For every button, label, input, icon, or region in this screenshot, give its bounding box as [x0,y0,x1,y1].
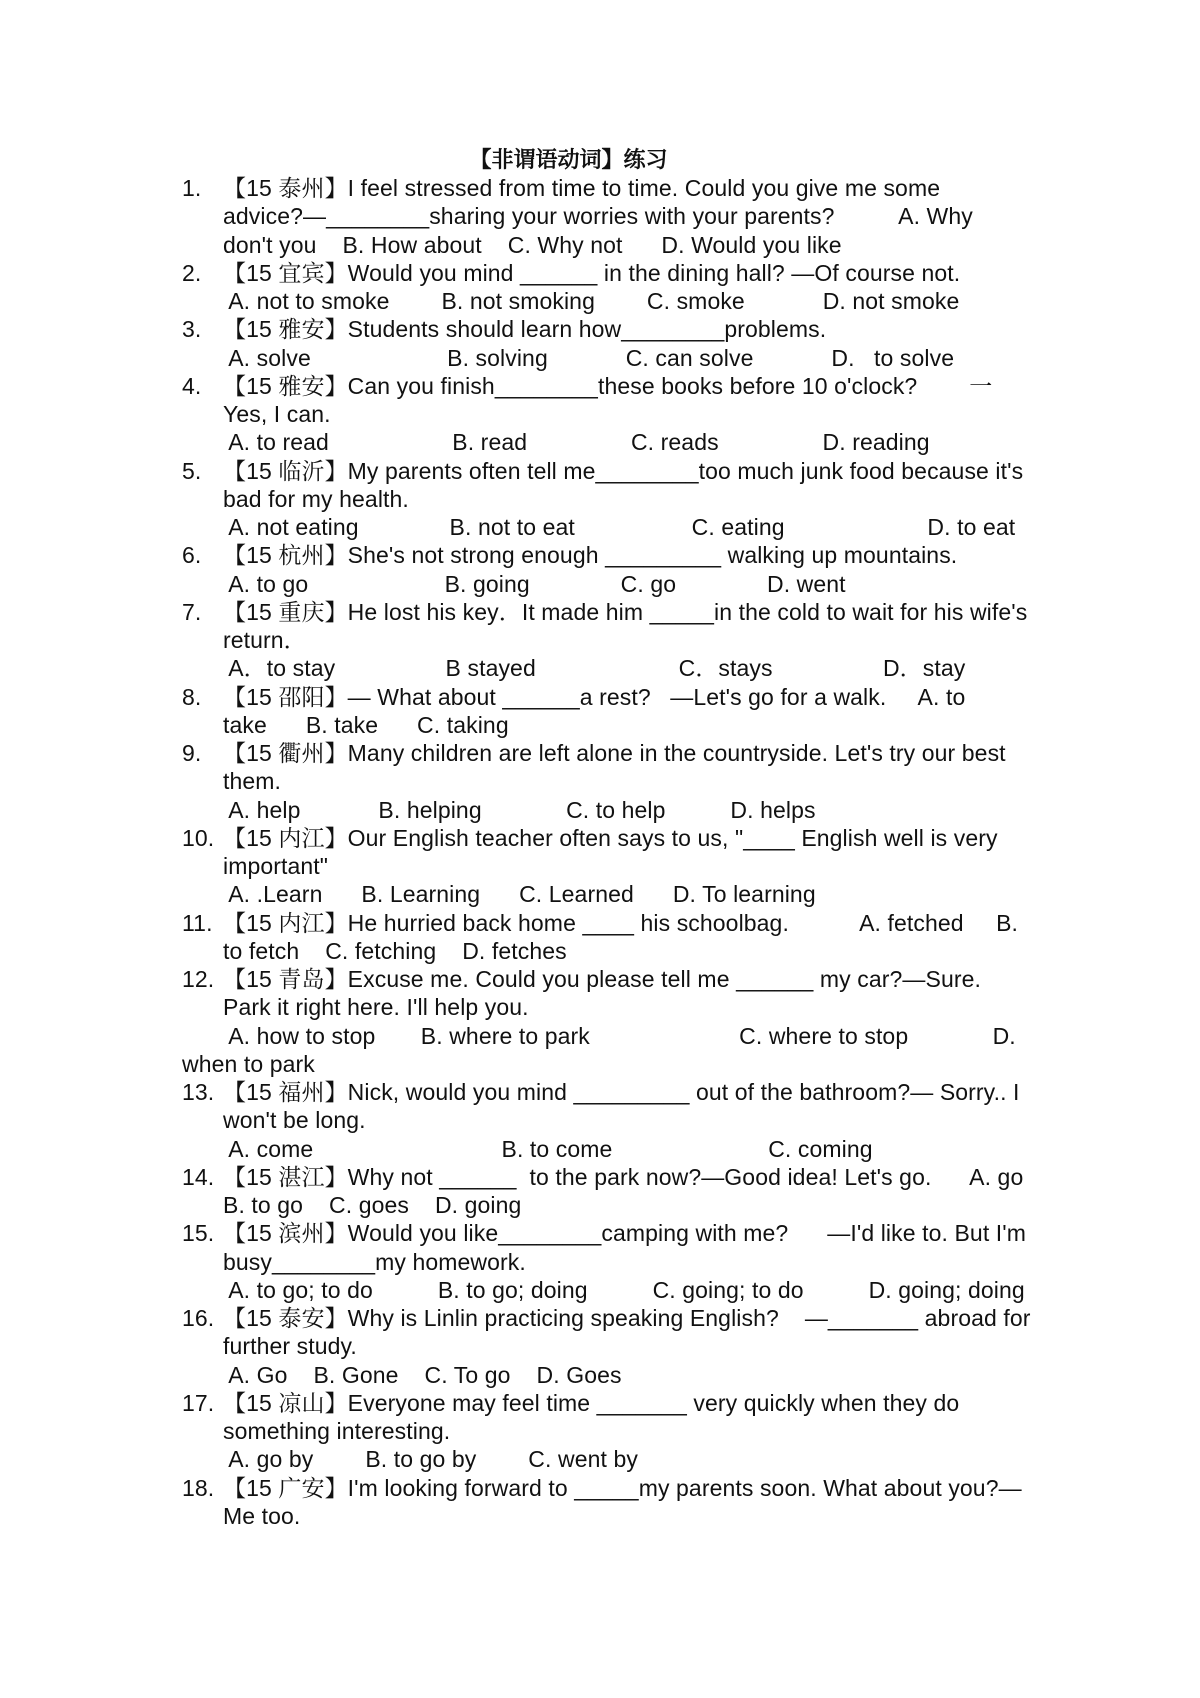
question-line: B. to go C. goes D. going [223,1192,522,1218]
question-line: won't be long. [223,1107,366,1134]
question-line: take B. take C. taking [223,711,509,738]
question-line: 【15 泰安】Why is Linlin practicing speaking English? —_______ abroad for [223,1305,1031,1331]
question-number: 4. [182,372,202,399]
question-line: Me too. [223,1502,301,1529]
question-line: 【15 凉山】Everyone may feel time _______ very quickly when they do [223,1389,960,1416]
question-line: A. to go; to do B. to go; doing C. going; to do D. going; doing [223,1276,1025,1303]
question-line: 【15 衢州】Many children are left alone in the countryside. Let's try our best [223,740,1006,766]
question-number: 10. [182,824,215,851]
question-number: 13. [182,1079,215,1105]
question-line: A. .Learn B. Learning C. Learned D. To learning [223,881,816,908]
question-line: 【15 湛江】Why not ______ to the park now?—Good idea! Let's go. A. go [223,1163,1024,1190]
question-number: 18. [182,1474,215,1501]
question-line: Park it right here. I'll help you. [223,994,529,1021]
question-number: 5. [182,457,202,484]
question-line: important" [223,853,329,879]
question-line: A. help B. helping C. to help D. helps [223,796,816,823]
question-line: 【15 杭州】She's not strong enough _________ walking up mountains. [223,542,958,569]
question-line: to fetch C. fetching D. fetches [223,937,567,964]
question-number: 12. [182,966,215,992]
question-line: A. to go B. going C. go D. went [223,570,846,597]
question-number: 14. [182,1163,215,1190]
question-line: something interesting. [223,1418,451,1444]
question-line: 【15 广安】I'm looking forward to _____my parents soon. What about you?— [223,1474,1022,1501]
question-line: 【15 雅安】Can you finish________these books before 10 o'clock? 一 [223,372,993,399]
question-line: Yes, I can. [223,401,331,427]
question-line: A. not to smoke B. not smoking C. smoke D. not smoke [223,288,960,314]
question-line: them. [223,768,282,795]
question-line: 【15 福州】Nick, would you mind _________ out of the bathroom?— Sorry.. I [223,1079,1020,1105]
question-line: 【15 临沂】My parents often tell me________too much junk food because it's [223,457,1024,484]
question-line: A. Go B. Gone C. To go D. Goes [223,1361,622,1388]
question-number: 11. [182,909,213,936]
question-line: 【15 滨州】Would you like________camping with me? —I'd like to. But I'm [223,1220,1027,1247]
question-line: 【15 青岛】Excuse me. Could you please tell me ______ my car?—Sure. [223,966,981,992]
question-line: A. solve B. solving C. can solve D. to solve [223,344,955,371]
question-number: 1. [182,175,202,201]
question-line: A. not eating B. not to eat C. eating D. to eat [223,514,1016,540]
question-line: A. how to stop B. where to park C. where to stop D. [223,1022,1016,1049]
question-line: A. go by B. to go by C. went by [223,1446,638,1473]
question-number: 9. [182,740,202,766]
question-number: 3. [182,316,202,343]
question-line: A．to stay B stayed C．stays D．stay [223,655,966,682]
question-line: 【15 雅安】Students should learn how________problems. [223,316,827,343]
question-line: further study. [223,1333,357,1360]
question-number: 17. [182,1389,215,1416]
question-number: 8. [182,683,202,710]
question-line: when to park [182,1050,315,1077]
question-number: 15. [182,1220,215,1247]
question-line: 【15 泰州】I feel stressed from time to time. Could you give me some [223,175,941,201]
question-line: 【15 邵阳】— What about ______a rest? —Let's go for a walk. A. to [223,683,966,710]
question-line: 【15 重庆】He lost his key．It made him _____in the cold to wait for his wife's [223,598,1028,625]
question-line: don't you B. How about C. Why not D. Would you like [223,231,842,258]
question-number: 2. [182,259,202,286]
question-line: 【15 内江】Our English teacher often says to us, "____ English well is very [223,824,998,851]
question-line: A. to read B. read C. reads D. reading [223,429,930,456]
question-line: 【15 内江】He hurried back home ____ his schoolbag. A. fetched B. [223,909,1019,936]
question-line: A. come B. to come C. coming [223,1135,873,1162]
question-line: busy________my homework. [223,1248,526,1275]
question-number: 16. [182,1305,215,1331]
question-number: 6. [182,542,202,569]
question-line: bad for my health. [223,485,409,512]
question-line: return． [223,627,307,653]
page-title: 【非谓语动词】练习 [469,147,668,173]
question-line: 【15 宜宾】Would you mind ______ in the dining hall? —Of course not. [223,259,961,286]
question-line: advice?—________sharing your worries with your parents? A. Why [223,203,973,230]
question-number: 7. [182,598,202,625]
